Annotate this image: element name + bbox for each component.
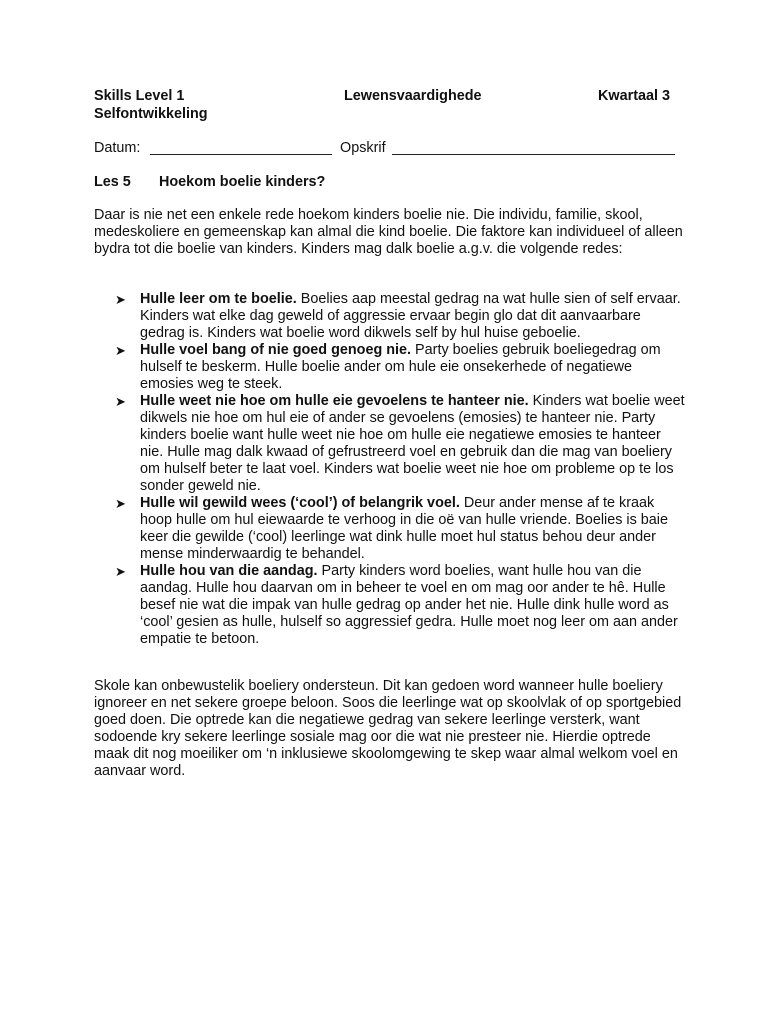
bullet-title: Hulle weet nie hoe om hulle eie gevoelens te hanteer nie. bbox=[140, 393, 529, 409]
opskrif-blank-line bbox=[392, 154, 675, 155]
bullet-title: Hulle leer om te boelie. bbox=[140, 291, 297, 307]
arrowhead-bullet-icon: ➤ bbox=[115, 394, 126, 409]
bullet-title: Hulle wil gewild wees (‘cool’) of belangrik voel. bbox=[140, 495, 460, 511]
closing-paragraph: Skole kan onbewustelik boeliery ondersteun. Dit kan gedoen word wanneer hulle boeliery ignoreer en net sekere groepe beloon. Soos die leerlinge wat op skoolvlak of op sportgebied goed doen. Die optrede kan die negatiewe gedrag van sekere leerlinge versterk, want sodoende kry sekere leerlinge sosiale mag oor die wat nie presteer nie. Hierdie optrede maak dit nog moeiliker om ‘n inklusiewe skoolomgewing te skep waar almal welkom voel en aanvaar word. bbox=[94, 678, 682, 779]
datum-label: Datum: bbox=[94, 140, 141, 156]
list-item bbox=[115, 495, 685, 563]
intro-paragraph: Daar is nie net een enkele rede hoekom kinders boelie nie. Die individu, familie, skool, medeskoliere en gemeenskap kan almal die kind boelie. Die faktore kan individueel of alleen bydra tot die boelie van kinders. Kinders mag dalk boelie a.g.v. die volgende redes: bbox=[94, 207, 683, 257]
lesson-number: Les 5 bbox=[94, 174, 131, 190]
reasons-list bbox=[115, 291, 685, 648]
list-item bbox=[115, 563, 685, 648]
arrowhead-bullet-icon: ➤ bbox=[115, 292, 126, 307]
header-topic: Selfontwikkeling bbox=[94, 106, 208, 122]
form-row bbox=[94, 140, 679, 158]
lesson-title: Hoekom boelie kinders? bbox=[159, 174, 326, 190]
arrowhead-bullet-icon: ➤ bbox=[115, 564, 126, 579]
bullet-title: Hulle hou van die aandag. bbox=[140, 563, 318, 579]
document-header bbox=[94, 88, 674, 106]
arrowhead-bullet-icon: ➤ bbox=[115, 496, 126, 511]
bullet-title: Hulle voel bang of nie goed genoeg nie. bbox=[140, 342, 412, 358]
bullet-text: Party kinders word boelies, want hulle hou van die aandag. Hulle hou daarvan om in beheer te voel en om mag oor ander te hê. Hulle besef nie wat die impak van hulle gedrag op ander het nie. Hulle dink hulle word as ‘cool’ gesien as hulle, hulself so aggressief gedra. Hulle moet nog leer om aan ander empatie te betoon. bbox=[140, 563, 678, 647]
header-subject: Lewensvaardighede bbox=[344, 88, 482, 104]
bullet-text: Boelies aap meestal gedrag na wat hulle sien of self ervaar. Kinders wat elke dag geweld of aggressie ervaar begin glo dat dit aanvaarbare gedrag is. Kinders wat boelie word dikwels self by hul huise geboelie. bbox=[140, 291, 681, 341]
list-item bbox=[115, 342, 685, 393]
header-term: Kwartaal 3 bbox=[598, 88, 670, 104]
header-skills-level: Skills Level 1 bbox=[94, 88, 185, 104]
bullet-text: Party boelies gebruik boeliegedrag om hulself te beskerm. Hulle boelie ander om hule eie onsekerhede of negatiewe emosies weg te steek. bbox=[140, 342, 661, 392]
bullet-text: Deur ander mense af te kraak hoop hulle om hul eiewaarde te verhoog in die oë van hulle vriende. Boelies is baie keer die gewilde (‘cool) leerlinge wat dink hulle moet hul status behou deur ander mense minderwaardig te behandel. bbox=[140, 495, 669, 562]
bullet-text: Kinders wat boelie weet dikwels nie hoe om hul eie of ander se gevoelens (emosies) te hanteer nie. Party kinders boelie want hulle weet nie hoe om hulle eie negatiewe emosies te hanteer nie. Hulle mag dalk kwaad of gefrustreerd voel en gebruik dan die mag van boeliery om hulself beter te laat voel. Kinders wat boelie weet nie hoe om probleme op te los sonder geweld nie. bbox=[140, 393, 685, 494]
list-item bbox=[115, 291, 685, 342]
list-item bbox=[115, 393, 685, 495]
opskrif-label: Opskrif bbox=[340, 140, 386, 156]
datum-blank-line bbox=[150, 154, 332, 155]
arrowhead-bullet-icon: ➤ bbox=[115, 343, 126, 358]
